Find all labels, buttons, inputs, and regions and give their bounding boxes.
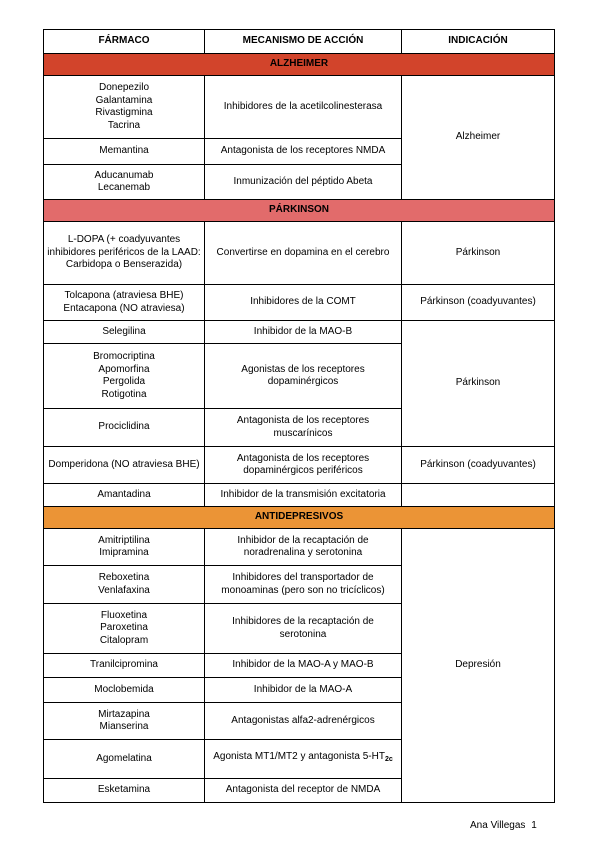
mechanism-cell: Inhibidor de la MAO-B xyxy=(205,321,402,344)
table-row xyxy=(44,321,555,344)
mechanism-cell xyxy=(205,740,402,779)
drug-cell: Selegilina xyxy=(44,321,205,344)
receptor-subscript: 2c xyxy=(384,756,393,764)
header-indication: INDICACIÓN xyxy=(402,30,555,54)
indication-cell xyxy=(402,484,555,507)
indication-cell: Párkinson (coadyuvantes) xyxy=(402,285,555,321)
mechanism-cell: Inhibidores del transportador de monoaminas (pero son no tricíclicos) xyxy=(205,566,402,604)
drug-cell: Tolcapona (atraviesa BHE) Entacapona (NO atraviesa) xyxy=(44,285,205,321)
indication-cell: Párkinson xyxy=(402,321,555,447)
indication-cell: Párkinson (coadyuvantes) xyxy=(402,447,555,484)
indication-cell: Alzheimer xyxy=(402,76,555,200)
drug-cell: Amitriptilina Imipramina xyxy=(44,529,205,566)
table-row xyxy=(44,222,555,285)
section-title: PÁRKINSON xyxy=(44,200,555,222)
mechanism-cell: Antagonistas alfa2-adrenérgicos xyxy=(205,703,402,740)
header-mechanism: MECANISMO DE ACCIÓN xyxy=(205,30,402,54)
page-number: 1 xyxy=(531,820,537,831)
table-row xyxy=(44,447,555,484)
mechanism-cell: Inmunización del péptido Abeta xyxy=(205,165,402,200)
drug-cell: Reboxetina Venlafaxina xyxy=(44,566,205,604)
mechanism-cell: Inhibidores de la COMT xyxy=(205,285,402,321)
table-row xyxy=(44,529,555,566)
mechanism-cell: Inhibidores de la acetilcolinesterasa xyxy=(205,76,402,139)
mechanism-cell: Inhibidor de la MAO-A xyxy=(205,678,402,703)
drug-cell: Memantina xyxy=(44,139,205,165)
section-antidepresivos xyxy=(44,507,555,529)
mechanism-cell: Agonistas de los receptores dopaminérgicos xyxy=(205,344,402,409)
drug-cell: Tranilcipromina xyxy=(44,654,205,678)
drug-cell: Prociclidina xyxy=(44,409,205,447)
mechanism-cell: Antagonista de los receptores muscarínicos xyxy=(205,409,402,447)
mechanism-cell: Convertirse en dopamina en el cerebro xyxy=(205,222,402,285)
indication-cell: Depresión xyxy=(402,529,555,803)
drug-cell: Esketamina xyxy=(44,779,205,803)
drug-cell: Amantadina xyxy=(44,484,205,507)
mechanism-cell: Inhibidor de la transmisión excitatoria xyxy=(205,484,402,507)
section-title: ANTIDEPRESIVOS xyxy=(44,507,555,529)
drug-cell: Fluoxetina Paroxetina Citalopram xyxy=(44,604,205,654)
mechanism-cell: Antagonista de los receptores NMDA xyxy=(205,139,402,165)
section-title: ALZHEIMER xyxy=(44,54,555,76)
author-name: Ana Villegas xyxy=(470,820,526,831)
mechanism-cell: Inhibidor de la MAO-A y MAO-B xyxy=(205,654,402,678)
section-parkinson xyxy=(44,200,555,222)
drug-cell: Donepezilo Galantamina Rivastigmina Tacrina xyxy=(44,76,205,139)
drug-cell: Domperidona (NO atraviesa BHE) xyxy=(44,447,205,484)
header-drug: FÁRMACO xyxy=(44,30,205,54)
mechanism-cell: Antagonista del receptor de NMDA xyxy=(205,779,402,803)
mechanism-cell: Inhibidores de la recaptación de serotonina xyxy=(205,604,402,654)
drug-cell: Moclobemida xyxy=(44,678,205,703)
table-row xyxy=(44,285,555,321)
mechanism-text: Agonista MT1/MT2 y antagonista 5-HT xyxy=(213,751,385,763)
drug-cell: Agomelatina xyxy=(44,740,205,779)
table-row xyxy=(44,484,555,507)
table-header-row xyxy=(44,30,555,54)
mechanism-cell: Inhibidor de la recaptación de noradrenalina y serotonina xyxy=(205,529,402,566)
mechanism-cell: Antagonista de los receptores dopaminérgicos periféricos xyxy=(205,447,402,484)
drug-table xyxy=(43,29,555,803)
table-row xyxy=(44,76,555,139)
drug-cell: Mirtazapina Mianserina xyxy=(44,703,205,740)
indication-cell: Párkinson xyxy=(402,222,555,285)
drug-cell: Aducanumab Lecanemab xyxy=(44,165,205,200)
drug-cell: Bromocriptina Apomorfina Pergolida Rotigotina xyxy=(44,344,205,409)
page-footer xyxy=(470,820,537,831)
section-alzheimer xyxy=(44,54,555,76)
drug-cell: L-DOPA (+ coadyuvantes inhibidores periféricos de la LAAD: Carbidopa o Benserazida) xyxy=(44,222,205,285)
